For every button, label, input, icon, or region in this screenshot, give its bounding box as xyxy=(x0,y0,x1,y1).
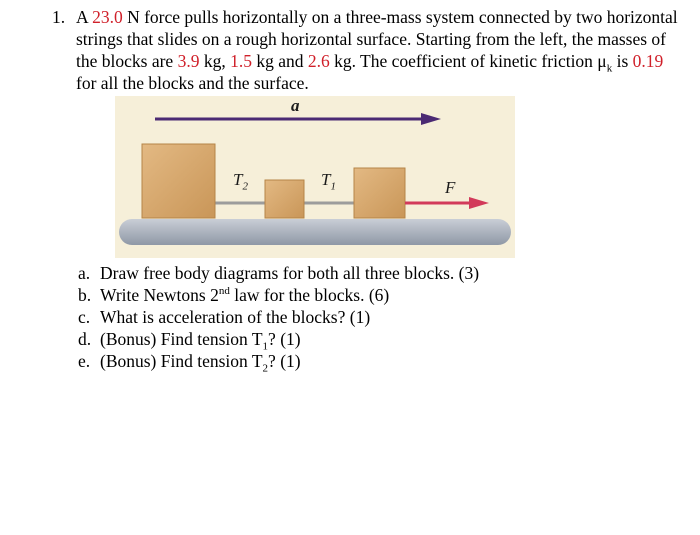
part-a: a. Draw free body diagrams for both all three blocks. (3) xyxy=(78,263,480,283)
force-label: F xyxy=(445,178,456,197)
mass-3-value: 2.6 xyxy=(307,51,330,71)
question-number: 1. xyxy=(52,7,66,27)
acceleration-arrowhead xyxy=(421,113,441,125)
block-2 xyxy=(265,180,304,218)
force-value: 23.0 xyxy=(92,7,123,27)
diagram-drawing xyxy=(115,96,515,258)
mass-1-value: 3.9 xyxy=(177,51,200,71)
force-arrowhead xyxy=(469,197,489,209)
friction-coefficient-value: 0.19 xyxy=(632,51,664,71)
part-e: e. (Bonus) Find tension $T_2$? (1) xyxy=(78,351,301,375)
block-1 xyxy=(142,144,215,218)
question-text: A 23.0 N force pulls horizontally on a three-mass system connected by two horizontal strings that slides on a rough horizontal surface. Starting from the left, the masses of the blocks are 3.9 kg, 1.5 kg and 2.6 kg. The coefficient of kinetic friction $\mu_k$ is 0.19 for all the blocks and the surface. xyxy=(76,7,678,93)
question-parts xyxy=(78,262,678,375)
part-d: d. (Bonus) Find tension $T_1$? (1) xyxy=(78,329,301,353)
tension-2-label: $T_2$ xyxy=(233,170,248,193)
tension-1-label: $T_1$ xyxy=(321,170,336,193)
mass-2-value: 1.5 xyxy=(230,51,252,71)
physics-diagram xyxy=(115,96,515,258)
acceleration-label: a xyxy=(291,96,300,115)
part-b: b. Write Newtons 2nd law for the blocks. (6) xyxy=(78,285,390,305)
part-c: c. What is acceleration of the blocks? (1) xyxy=(78,307,371,327)
rough-surface xyxy=(119,219,511,245)
block-3 xyxy=(354,168,405,218)
